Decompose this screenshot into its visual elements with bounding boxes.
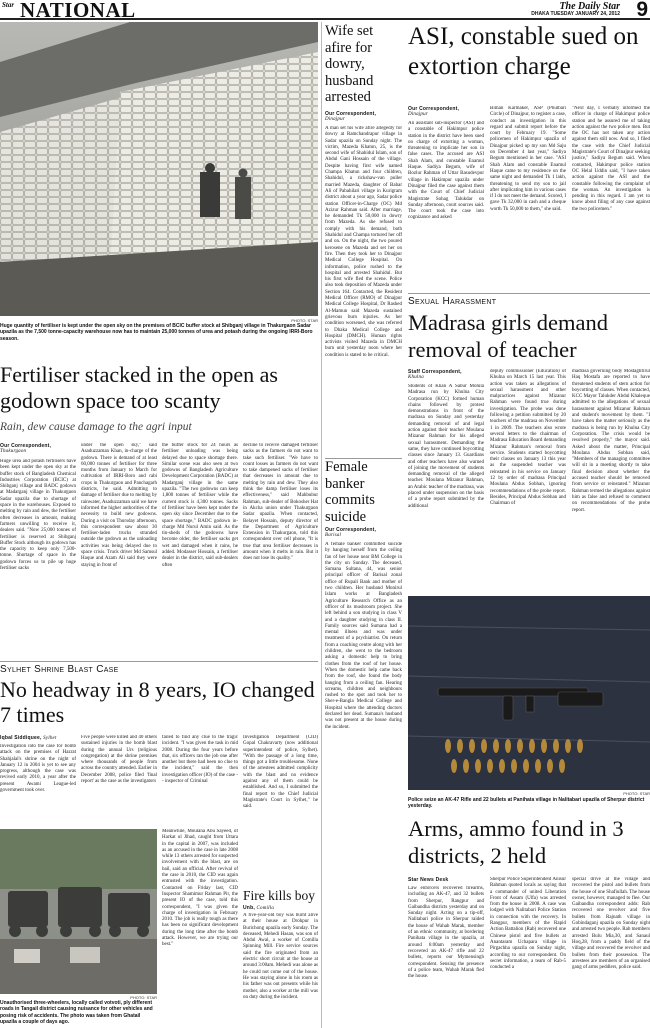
- fertiliser-byline-place: Thakurgaon: [0, 449, 27, 454]
- shrine-headline: No headway in 8 years, IO changed 7 times: [0, 677, 315, 727]
- arms-photo: [408, 596, 650, 790]
- fertiliser-byline-name: Our Correspondent,: [0, 443, 52, 449]
- arms-photo-credit: PHOTO: STAR: [623, 791, 650, 796]
- shrine-col-1: Investigation into the case for bomb attack on the premises of Hazrat Shahjalal's shrine on the night of January 12 in 2004 is yet to see any progress, although the case was revived early 2010, a year after the present Awami League-led government took over.: [0, 744, 76, 794]
- shrine-col-2: Five people were killed and 40 others sustained injuries in the bomb blast during the annual Urs (religious congregation) at the shrine premises where thousands of people from across the country attended. Earlier in December 2008, police filed 'final report' as the case as the investigators: [81, 735, 157, 785]
- three-wheelers-photo-credit: PHOTO: STAR: [130, 995, 157, 1000]
- shrine-col-3: failed to find any clue to the tragic incident. "I was given the task in mid 2008. During the four years before that, six officers ran the job one after another but there had been no clue to the incident," said the then investigation officer (IO) of the case -- inspector of Criminal: [162, 735, 238, 785]
- firekills-headline: Fire kills boy: [243, 888, 316, 903]
- madrasa-byline-name: Staff Correspondent,: [408, 369, 462, 375]
- shrine-col-4: Investigation Department (CID) Gopal Chakravarty (now additional superintendent of police, Sylhet). "With the passage of a long time, things got a little troublesome. None of the arrestees admitted complicity with the blast and no evidence against any of them could be established. And so, I submitted the final report to the Chief Judicial Magistrate's Court in Sylhet," he said.: [243, 735, 318, 810]
- wife-headline: Wife set afire for dowry, husband arrested: [325, 23, 374, 105]
- fertiliser-col-1: Huge urea and potash fertilisers have been kept under the open sky at the buffer stock of Bangladesh Chemical Industries Corporation (BCIC) at Shibganj village and BADC godown at Madarganj village in Thakurgaon Sadar upazila due to shortage of space in the warehouses. Exposed to melting by rain and dew, the fertiliser often decreases in amount, making farmers unwilling to receive it, dealers said. "Now 25,000 tonnes of fertiliser is reserved at Shibganj Buffer Stock although its godown has the capacity to keep only 7,500-tonne. Shortage of space in the godown forces us to pile up huge fertiliser sacks: [0, 459, 76, 572]
- star-logo: Star: [2, 1, 15, 9]
- madrasa-col-2: deputy commissioner (Education) of Khulna on March 15 last year. This action was taken as allegations of sexual harassment and other malpractices against Mizanur Rahman were found true during investigation. The probe was done following a petition submitted by 20 teachers of the madrasa on November 1 in 2009. The teachers also wrote several letters to the chairman of Madrasa Education Board demanding Mizanur Rahman's removal from service. Students started boycotting their classes on January 13 this year as the suspended teacher was reinstated in his service on January 12 by order of madrasa Principal Moulana Abdus Sobhan, ignoring recommendations of the probe report. Besides, Principal Abdus Sobhan and Chairman of: [490, 369, 566, 507]
- asi-col-3: "Next day, I verbally informed the officer in charge of Hakimpur police station and he assured me of taking action against the two police men. But the OC has not taken any action against them still now. And so, I filed the case with the Chief Judicial Magistrate's Court of Dinajpur seeking justice," Sadiya Begum said. When contacted, Hakimpur police station OC Helal Uddin said, "I have taken action against the ASI and the constable following the complaint of the woman. An investigation is pending in this regard. I am yet to know about filing of any case against the two policemen.": [572, 106, 650, 212]
- shrine-col-2-continued: Meanwhile, Moulana Abu Sayeed, of Harkat ul Jihad, caught from Uttara in the capital in 2007, was included as an accused in the case in late 2008 while 13 others arrested for suspected involvement with the blast, are on bail, said an official. After revival of the case in 2010, the CID was again entrusted with the investigation. Contacted on Friday last, CID Inspector Shamimur Rahman Pir, the present IO of the case, told this correspondent, "I was given the charge of investigation in February 2010. The job is really tough as there has been no significant development during the long time after the bomb attack. However, we are trying our best.": [162, 829, 238, 948]
- fertiliser-col-2: under the open sky," said Asaduzzaman Khan, in-charge of the godown. There is demand of at least 60,000 tonnes of fertiliser for three months from January to March for cultivation of IRRI-Boro and rabi crops in Thakurgaon and Panchagarh districts, he said. Admitting to damage of fertiliser due to melting by rainwater, Asaduzzaman said we have informed the higher authorities of the necessity to build new godowns. During a visit on Thursday afternoon, this correspondent saw about 30 fertiliser-laden trucks stranded outside the godown as the unloading activities was being delayed due to space crisis. Truck driver Md Samsul Haque and Azam Ali said they were staying in front of: [81, 443, 157, 568]
- madrasa-headline: Madrasa girls demand removal of teacher: [408, 310, 608, 362]
- asi-byline-name: Our Correspondent,: [408, 106, 460, 112]
- banker-byline: [325, 527, 402, 540]
- fertiliser-photo-image: [0, 22, 318, 316]
- arms-byline: Star News Desk: [408, 877, 449, 883]
- arms-photo-caption: Police seize an AK-47 Rifle and 22 bullets at Panihata village in Nalitabari upazila of Sherpur district yesterday.: [408, 797, 645, 810]
- section-title: NATIONAL: [20, 0, 136, 20]
- fertiliser-photo-credit: PHOTO: STAR: [291, 318, 318, 323]
- arms-col-1: Law enforcers recovered firearms, including an AK-47, and 32 bullets from Sherpur, Rangpur and Gaibandha districts yesterday and on Sunday night. Acting on a tip-off, Nalitabari police in Sherpur raided the house of Wahab Marak, member of an ethnic community, at bordering Panihata village in the upazila, at around 6:00am yesterday and recovered an AK-47 rifle and 22 bullets, reports our Mymensingh correspondent. Sensing the presence of a police team, Wahab Marak fled the house.: [408, 886, 484, 980]
- fertiliser-col-3: the buffer stock for 24 hours as fertiliser unloading was being delayed due to space shortage there. Similar scene was also seen at two godowns of Bangladesh Agriculture Development Corporation (BADC) at Madarganj village in the same upazila. "The two godowns can keep 1,800 tonnes of fertiliser while the current stock is 4,300 tonnes. Sacks of fertiliser have been kept under the open sky since December due to the space shortage," BADC godown in-charge Md Nurul Amin said. As the tin-sheds of the godowns have become older, the fertiliser sacks get wet and damaged when it rains, he added. Modasser Hossain, a fertiliser dealer in the district, said sub-dealers often: [162, 443, 238, 568]
- madrasa-col-1: Students of Khan A Sabur Mohila Madrasa run by Khulna City Corporation (KCC) formed human chains followed by protest demonstrations in front of the madrasa on Sunday and yesterday demanding removal of and legal action against their teacher Moulana Mizanur Rahman for his alleged sexual harassment. Demanding the same, they have continued boycotting classes since January 13. Guardians and other teachers have also warned of joining the movement of students demanding removal of the alleged teacher. Moulana Mizanur Rahman, an Arabic teacher of the madrasa, was placed under suspension on the basis of a probe report submitted by the additional: [408, 384, 484, 509]
- madrasa-byline-place: Khulna: [408, 375, 424, 380]
- paper-name: The Daily Star: [559, 1, 620, 12]
- fertiliser-photo-caption: Huge quantity of fertiliser is kept under the open sky on the premises of BCIC buffer stock at Shibganj village in Thakurgaon Sadar upazila as the 7,500 tonne-capacity warehouse now has to maintain 25,000 tonnes of urea and potash during the ongoing IRRI-Boro season.: [0, 323, 313, 342]
- fertiliser-subhead: Rain, dew cause damage to the agri input: [0, 421, 192, 433]
- arms-headline: Arms, ammo found in 3 districts, 2 held: [408, 816, 624, 868]
- column-divider: [321, 22, 322, 1028]
- banker-body: A female banker committed suicide by hanging herself from the ceiling fan of her house near BM College in the city on Sunday. The deceased, Sumana Sultana, 44, was senior principal officer of Barisal zonal office of Rupali Bank and mother of two children. Her husband Monirul Islam works at Bangladesh Agriculture Research Office as an officer of its mushroom project. She left behind a son studying in class V and a daughter studying in class II. Family sources said Sumana had a mental illness and was under treatment of a psychiatrist. On return from a coaching centre along with her children, she went to the bedroom asking a domestic help to bring clothes from the roof of her house. When the domestic help came back from the roof, she found the body hanging from a ceiling fan. Hearing screams, children and neighbours rushed to the spot and took her to Sher-e-Bangla Medical College and Hospital where the attending doctors declared her dead. Sumana's husband was not present at the house during the incident.: [325, 542, 402, 730]
- fertiliser-byline: [0, 443, 78, 457]
- wife-byline-name: Our Correspondent,: [325, 111, 377, 117]
- madrasa-top-rule: [408, 293, 650, 294]
- asi-byline: [408, 106, 484, 119]
- three-wheelers-photo-image: [0, 829, 157, 994]
- arms-photo-image: [408, 596, 650, 790]
- banker-byline-place: Barisal: [325, 533, 342, 538]
- page-number: 9: [636, 0, 648, 20]
- asi-byline-place: Dinajpur: [408, 112, 428, 117]
- madrasa-col-3: madrasa governing body Mostaghfirul Haq Mostafa are reported to have threatened students of stern action for boycotting of classes. When contacted, KCC Mayor Talukder Abdul Khaleque admitted to the allegations of sexual harassment against Mizanur Rahman and student's movement by them. "I have taken the matter seriously as the madrasa is being run by Khulna City Corporation. The crisis would be resolved properly," the mayor said. Asked about the matter, Principal Moulana Abdus Sobhan said, "Members of the managing committee will sit in a meeting shortly to take final decision about whether the accused teacher should be removed from service or reinstated." Mizanur Rahman termed the allegations against him as false and refused to comment on recommendations of the probe report.: [572, 369, 650, 513]
- shrine-top-rule: [0, 661, 318, 662]
- fertiliser-photo: [0, 22, 318, 316]
- wife-byline: [325, 111, 402, 124]
- arms-col-3: special drive at the village and recovered the pistol and bullets from the house of one Shafiullah. The house owner, however, managed to flee. Our Gaibandha correspondent adds: Rab recovered one revolver and five bullets from Rajnath village in Gobindaganj upazila on Sunday night and arrested two people. Rab members arrested Bulu Mia,30, and Sanaul Hoq,28, from a paddy field of the village and recovered the revolver and bullets from their possession. The arrestees are members of an organised gang of arms peddlers, police said.: [572, 877, 650, 971]
- firekills-body: A five-year-old boy was burnt alive at their house at Drohpur in Burichong upazila early Sunday. The deceased, Mehedi Hasan, was son of Abdul Awal, a worker of Comilla Spinning Mill. Fire service sources said the fire originated from an electric short circuit at the house at around 3:00am. Mehedi was alone as he could not come out of the house. He was staying alone in his room as his father was out presents while his mother, also a worker at the mill was on duty during the incident.: [243, 913, 318, 1000]
- wife-body: A man set his wife afire allegedly for dowry at Ramchandrapur village in Sadar upazila on Sunday night. The victim, Mazeda Khatun, 25, is the second wife of Shahidul Islam, son of Abdul Gani Hossain of the village. Despite having first wife named Champa Khatun and four children, Shahidul, a rickshaw-van puller married Mazeda, daughter of Babar Ali of Pabahilari village in Kurigram district about a year ago, Sadar police station Officer-in-Charge (OC) Md Azizur Rahman said. After marriage, he demanded Tk 50,000 in dowry from Mazeda. As she refused to comply with his demand, both Shahidul and Champa tortured her off and on. On the night, the two poured kerosene on Mazeda and set her on fire. Then they took her to Dinajpur Medical College Hospital. On information, police rushed to the hospital and arrested Shahidul. But his first wife fled the scene. Police also took deposition of Mazeda under Section 164. Contacted, the Resident Medical Officer (RMO) of Dinajpur Medical College Hospital, Dr Rashed Al-Mamun said Mazeda sustained grievous burn injuries. As her condition worsened, she was referred to Dhaka Medical College and Hospital (DMCH). Human rights activists visited Mazeda in DMCH burn unit yesterday noon where her condition is stated to be critical.: [325, 126, 402, 358]
- arms-col-2: Sherpur Police Superintendent Anisur Rahman quoted locals as saying that a commander of united Liberation Front of Assam (Ulfa) was arrested from the house in 2008. A case was lodged with Nalitabari Police Station in connection with the recovery. In Rangpur, members of the Rapid Action Battalion (Rab) recovered one Chinese pistol and five bullets at Anantaram Uchapara village in Pirgachha upazila on Sunday night, according to our correspondent. On secret information, a team of Rab-5 conducted a: [490, 877, 566, 971]
- firekills-byline: [243, 905, 318, 912]
- asi-col-2: Biman Karmaker, ASP (Phulbari Circle) of Dinajpur, to register a case, conduct an investigation in this regard and submit report before the court by February 19. "Some policemen of Hakimpur upazila of Dinajpur picked up my son Md Saju on December 4 last year," Sadiya Begum mentioned in her case. "ASI Shah Alam and constable Enamul Haque came to my residence on the same night and demanded Tk 1 lakh, threatening to send my son to jail after implicating him in various cases if I do not meet the demand. Scored, I gave Tk 32,000 in cash and a cheque worth Tk 50,000 to them," she said.: [490, 106, 566, 212]
- banker-headline: Female banker commits suicide: [325, 459, 375, 525]
- shrine-kicker: Sylhet Shrine Blast Case: [0, 664, 119, 675]
- three-wheelers-photo: [0, 829, 157, 994]
- firekills-byline-place: Comilla: [256, 906, 275, 911]
- banker-byline-name: Our Correspondent,: [325, 527, 377, 533]
- shrine-byline: [0, 735, 78, 743]
- masthead: [0, 0, 650, 20]
- wife-byline-place: Dinajpur: [325, 117, 345, 122]
- fertiliser-headline: Fertiliser stacked in the open as godown space too scanty: [0, 362, 278, 413]
- shrine-byline-name: Iqbal Siddiquee,: [0, 735, 42, 741]
- shrine-byline-place: Sylhet: [43, 736, 57, 741]
- madrasa-byline: [408, 369, 484, 382]
- asi-col-1: An assistant sub-inspector (ASI) and a constable of Hakimpur police station in the district have been sued on charge of extorting a woman, threatening to implicate her son in false cases. The accused are ASI Shah Alam, and constable Enamul Haque. Sadiya Begum, wife of Bozlur Rahman of Uttar Basudevpur village in Hakimpur upazila under Dinajpur filed the case against them with the Court of Chief Judicial Magistrate Sohag Talukdar on Sunday afternoon, court sources said. The court took the case into cognizance and asked: [408, 121, 484, 221]
- asi-headline: ASI, constable sued on extortion charge: [408, 23, 639, 80]
- firekills-byline-name: Unb,: [243, 905, 255, 911]
- issue-date: DHAKA TUESDAY JANUARY 24, 2012: [531, 11, 620, 17]
- three-wheelers-photo-caption: Unauthorised three-wheelers, locally called votvoti, ply different roads in Tangail district causing nuisance for other vehicles and posing risk of accidents. The photo was taken from Ghatail upazila a couple of days ago.: [0, 1000, 153, 1026]
- fertiliser-col-4: decline to receive damaged fertiliser sacks as the farmers do not want to take such fertiliser. "We have to count losses as farmers do not want to take dampened sacks of fertiliser that decreases in amount due to melting by rain and dew. They also think the damp fertiliser loses its effectiveness," said Mahbubur Rahman, sub-dealer of Bokosher Hat in Akcha union under Thakurgaon Sadar upazila. When contacted, Belayet Hossain, deputy director of the Department of Agriculture Extension in Thakurgaon, told this correspondent over cell phone, "It is true that urea fertiliser decreases in amount when it melts in rain. But it does not lose its quality.": [243, 443, 318, 562]
- madrasa-kicker: Sexual Harassment: [408, 296, 497, 307]
